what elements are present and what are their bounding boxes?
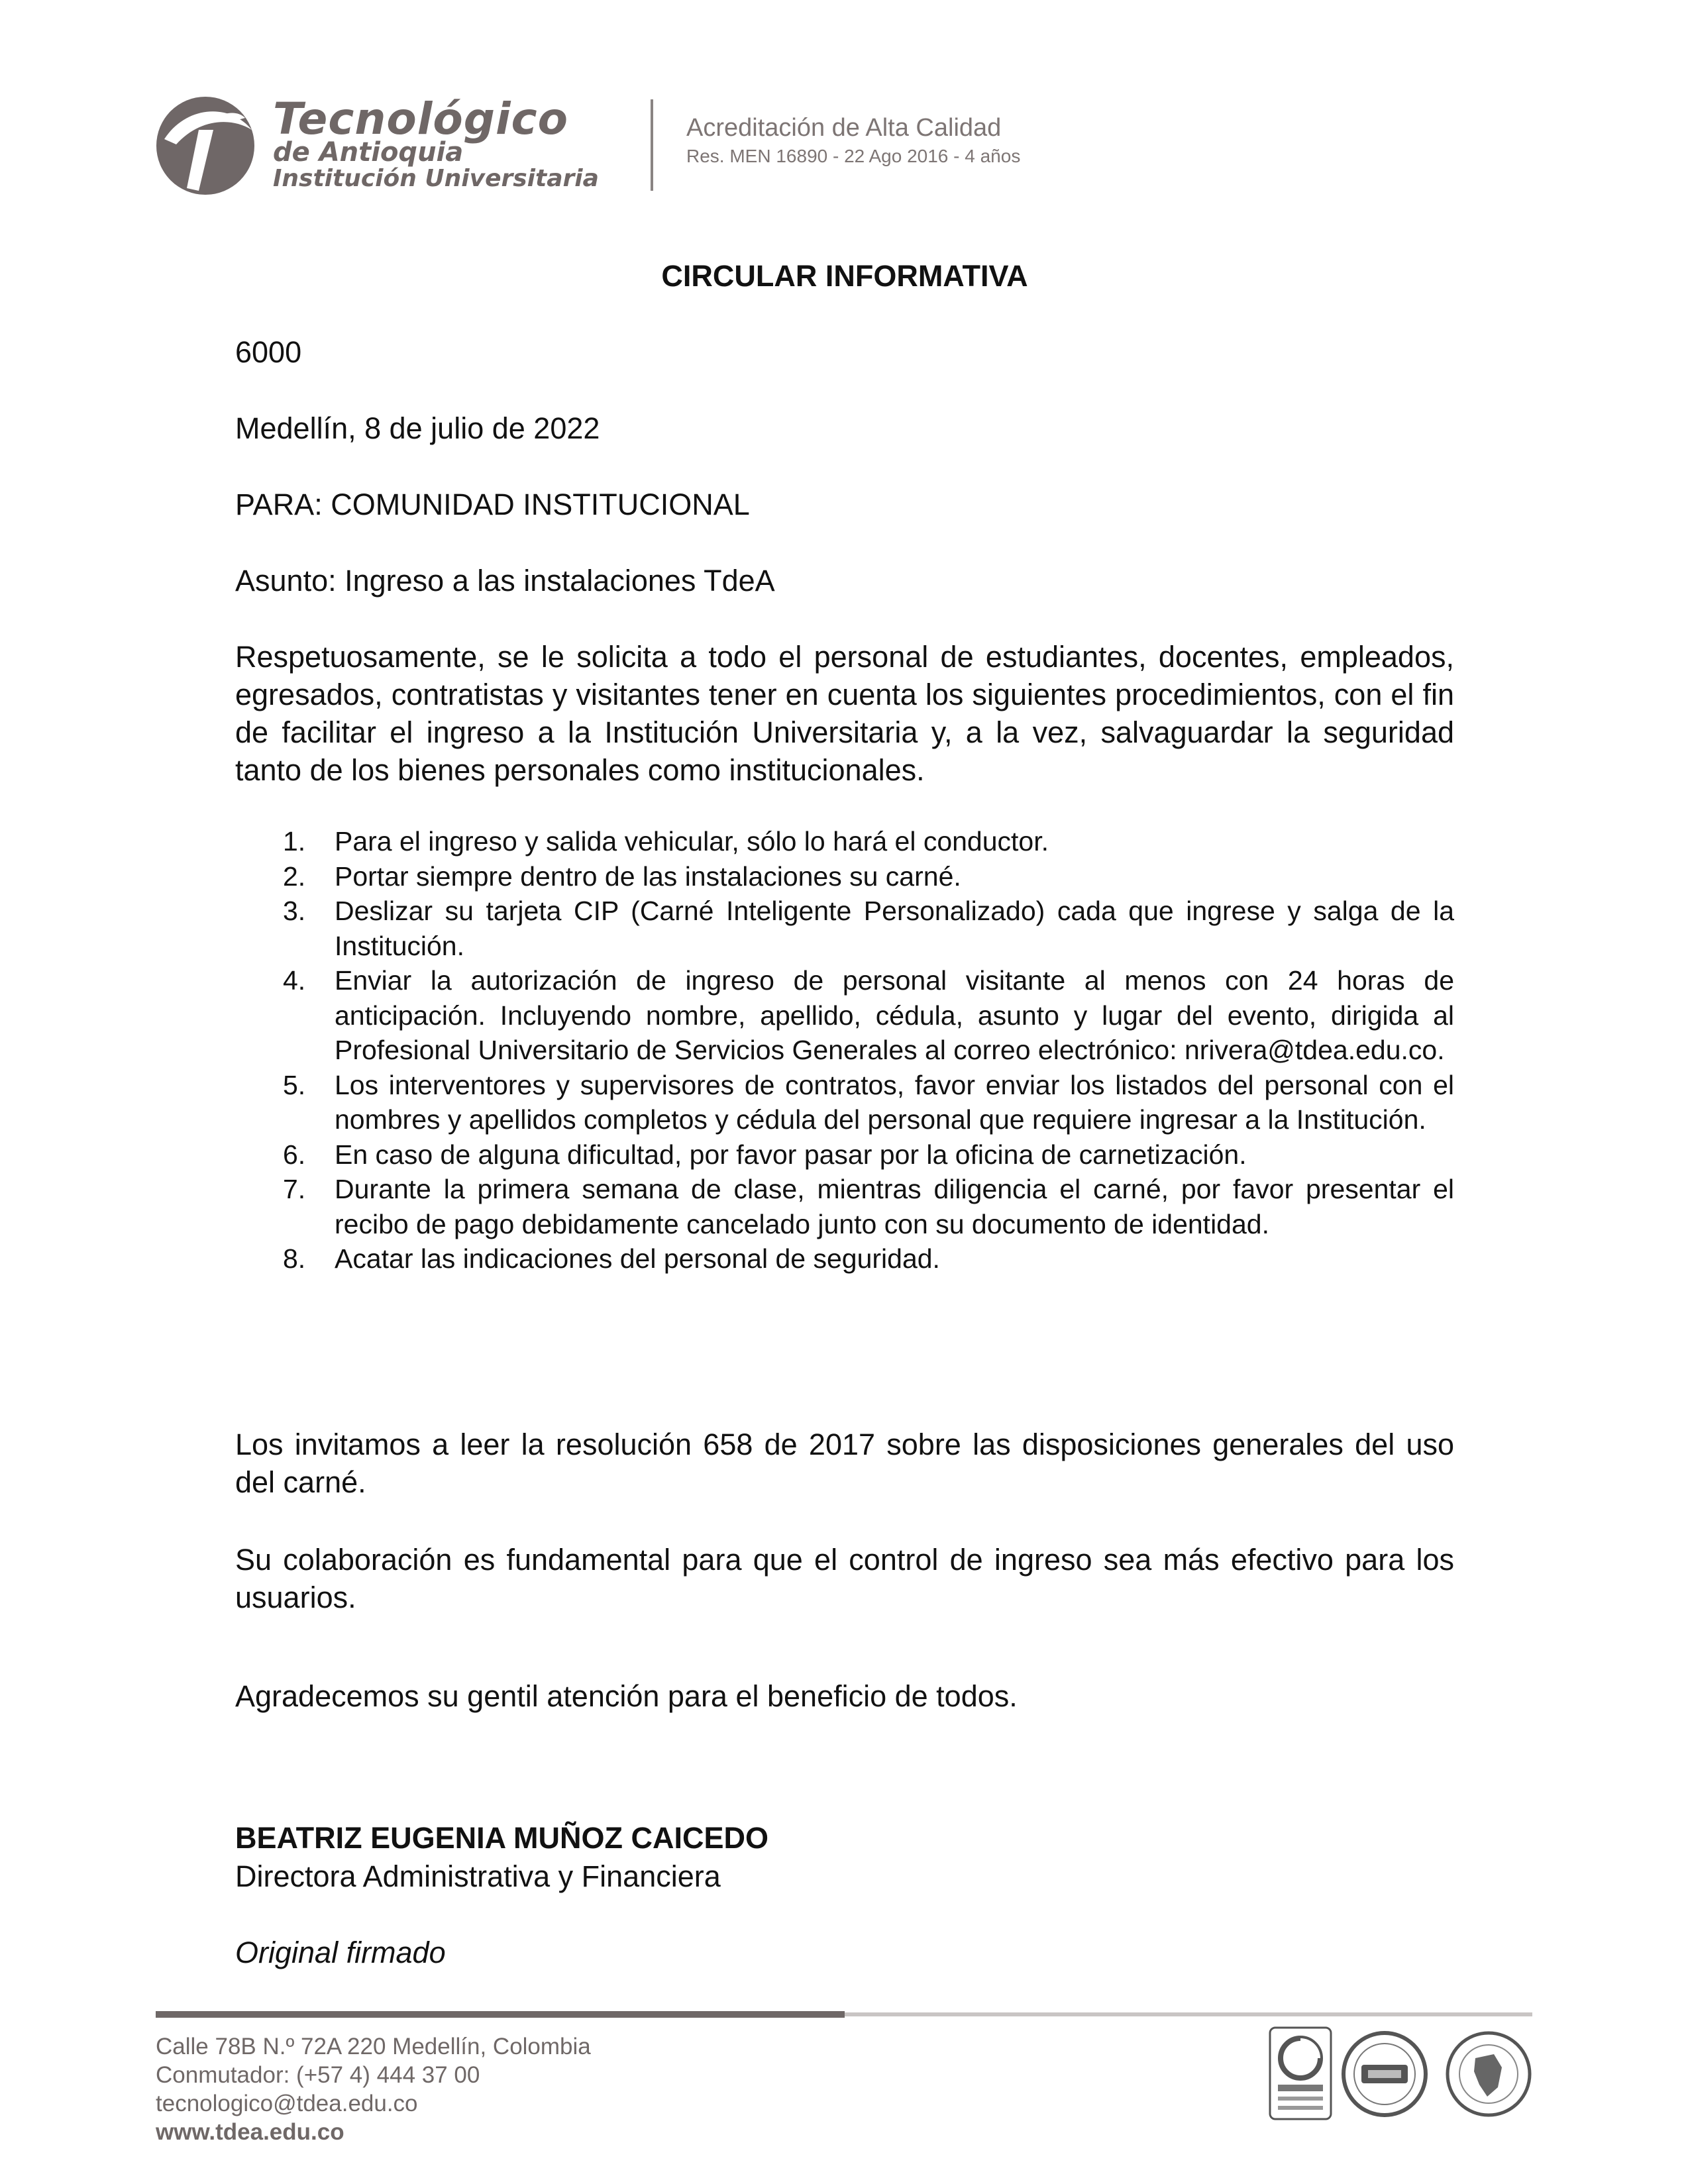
- signatory-name: BEATRIZ EUGENIA MUÑOZ CAICEDO: [235, 1821, 768, 1855]
- place-date: Medellín, 8 de julio de 2022: [235, 411, 600, 445]
- tdea-logo-icon: [152, 91, 258, 197]
- logo-line-3: Institución Universitaria: [273, 165, 599, 192]
- footer-email[interactable]: tecnologico@tdea.edu.co: [156, 2091, 418, 2116]
- header-divider: [651, 99, 653, 191]
- accreditation-block: [686, 113, 1020, 170]
- footer-contact: [156, 2032, 591, 2146]
- list-item: 8. Acatar las indicaciones del personal de seguridad.: [283, 1243, 940, 1274]
- logo-line-1: Tecnológico: [273, 93, 569, 144]
- footer-address: Calle 78B N.º 72A 220 Medellín, Colombia: [156, 2034, 591, 2059]
- accreditation-title: Acreditación de Alta Calidad: [686, 114, 1002, 142]
- list-item: 1. Para el ingreso y salida vehicular, sólo lo hará el conductor.: [283, 826, 1049, 857]
- icontec-seal-icon: [1270, 2028, 1331, 2119]
- signature-note: Original firmado: [235, 1936, 446, 1969]
- footer-rule: [156, 2011, 1532, 2018]
- colombia-quality-seal-icon: [1448, 2033, 1530, 2115]
- resolution-paragraph: Los invitamos a leer la resolución 658 de 2017 sobre las disposiciones generales del uso del carné.: [235, 1428, 1454, 1499]
- thanks-paragraph: Agradecemos su gentil atención para el beneficio de todos.: [235, 1679, 1018, 1713]
- list-item: 4. Enviar la autorización de ingreso de personal visitante al menos con 24 horas de anticipación. Incluyendo nombre, apellido, cédula, asunto y lugar del evento, dirigida al Profesional Universitario de Servicios Generales al correo electrónico: nrivera@tdea.edu.co.: [283, 965, 1454, 1065]
- accreditation-resolution: Res. MEN 16890 - 22 Ago 2016 - 4 años: [686, 146, 1021, 166]
- subject: Asunto: Ingreso a las instalaciones TdeA: [235, 564, 775, 598]
- certification-seals: [1269, 2024, 1540, 2136]
- list-item: 7. Durante la primera semana de clase, mientras diligencia el carné, por favor presentar el recibo de pago debidamente cancelado junto con su documento de identidad.: [283, 1174, 1454, 1239]
- list-item: 6. En caso de alguna dificultad, por favor pasar por la oficina de carnetización.: [283, 1139, 1247, 1170]
- procedure-list: [235, 824, 1454, 1276]
- logo-wordmark: [273, 95, 599, 192]
- footer-phone: Conmutador: (+57 4) 444 37 00: [156, 2062, 480, 2088]
- collaboration-paragraph: Su colaboración es fundamental para que el control de ingreso sea más efectivo para los usuarios.: [235, 1543, 1454, 1614]
- signatory-role: Directora Administrativa y Financiera: [235, 1859, 721, 1893]
- logo-line-2: de Antioquia: [273, 137, 464, 168]
- list-item: 3. Deslizar su tarjeta CIP (Carné Inteligente Personalizado) cada que ingrese y salga de la Institución.: [283, 896, 1454, 961]
- document-code: 6000: [235, 335, 302, 369]
- footer-website[interactable]: www.tdea.edu.co: [156, 2119, 344, 2145]
- intro-paragraph: Respetuosamente, se le solicita a todo el personal de estudiantes, docentes, empleados, egresados, contratistas y visitantes tener en cuenta los siguientes procedimientos, con el fin de facilitar el ingreso a la Institución Universitaria y, a la vez, salvaguardar la seguridad tanto de los bienes personales como institucionales.: [235, 640, 1454, 787]
- list-item: 5. Los interventores y supervisores de contratos, favor enviar los listados del personal con el nombres y apellidos completos y cédula del personal que requiere ingresar a la Institución.: [283, 1069, 1454, 1135]
- list-item: 2. Portar siempre dentro de las instalaciones su carné.: [283, 860, 961, 892]
- recipient: PARA: COMUNIDAD INSTITUCIONAL: [235, 488, 750, 521]
- document-title: CIRCULAR INFORMATIVA: [661, 259, 1028, 293]
- letterhead: [152, 91, 1080, 197]
- iqnet-seal-icon: [1344, 2033, 1426, 2115]
